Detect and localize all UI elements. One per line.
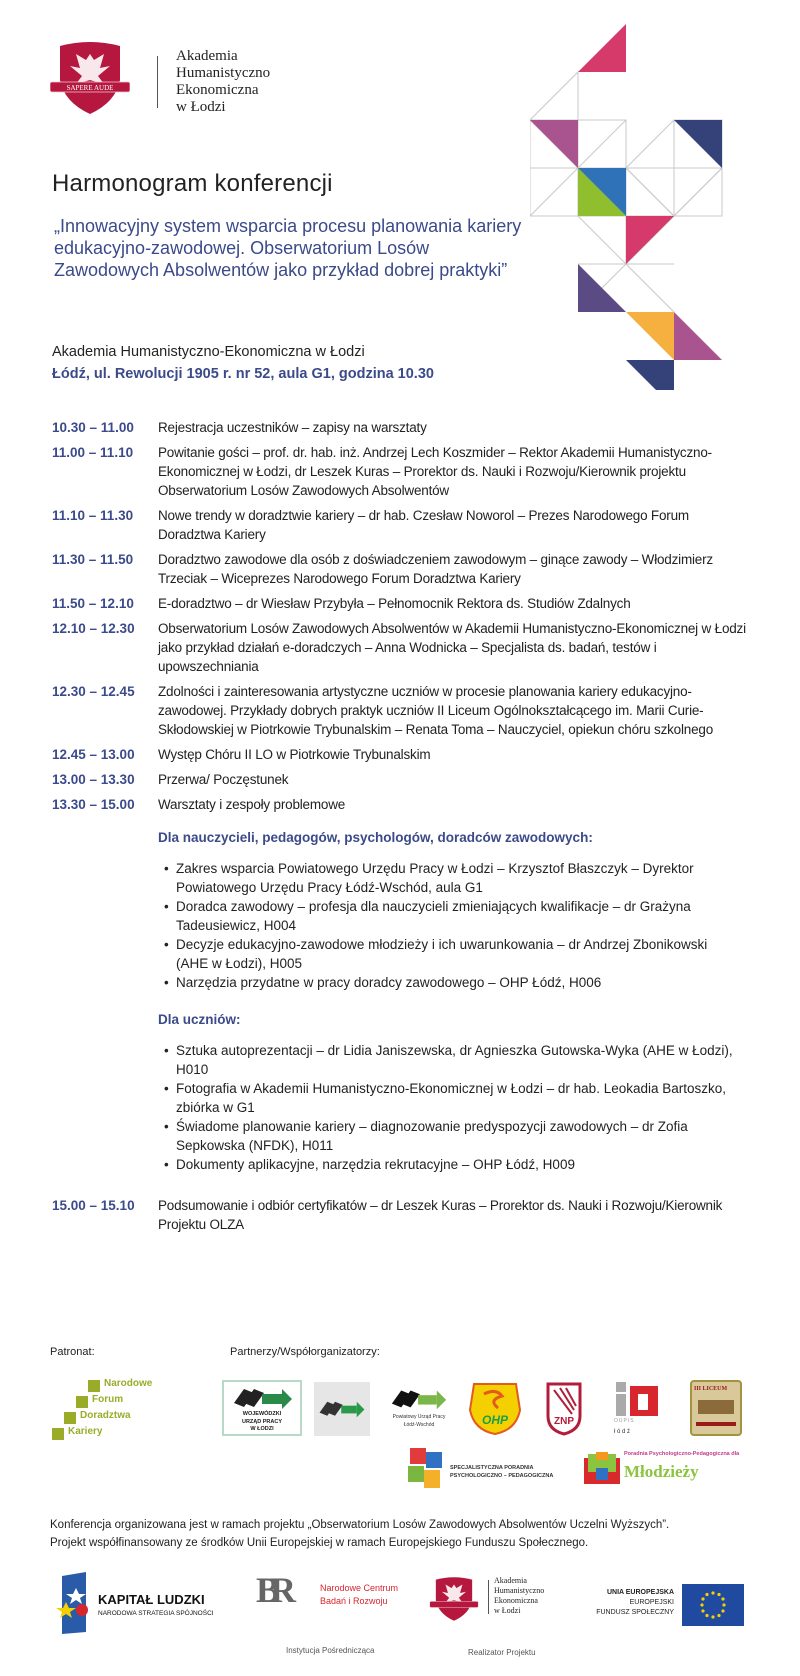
ahe-footer-logo xyxy=(428,1576,548,1666)
schedule-desc: Doradztwo zawodowe dla osób z doświadczeniem zawodowym – ginące zawody – Włodzimierz Trzeciak – Wiceprezes Narodowego Forum Doradztwa Kariery xyxy=(158,552,713,586)
schedule-time: 15.00 – 15.10 xyxy=(52,1198,135,1213)
workshop-heading: Dla uczniów: xyxy=(158,1012,241,1027)
schedule-desc: Powitanie gości – prof. dr. hab. inż. Andrzej Lech Koszmider – Rektor Akademii Humanistyczno-Ekonomicznej w Łodzi, dr Leszek Kuras – Prorektor ds. Nauki i Rozwoju/Kierownik projektu Obserwatorium Losów Zawodowych Absolwentów xyxy=(158,445,712,498)
ue-text: EUROPEJSKI xyxy=(629,1599,674,1606)
workshop-item: • Świadome planowanie kariery – diagnozowanie predyspozycji zawodowych – dr Zofia Sepkowska (NFDK), H011 xyxy=(164,1117,738,1155)
ue-logo xyxy=(590,1584,750,1628)
patronage-label: Patronat: xyxy=(50,1346,95,1358)
workshop-item: • Sztuka autoprezentacji – dr Lidia Janiszewska, dr Agnieszka Gutowska-Wyka (AHE w Łodzi), H010 xyxy=(164,1041,738,1079)
workshop-teachers xyxy=(158,828,738,992)
logo-line: w Łodzi xyxy=(494,1606,521,1615)
conference-subtitle: „Innowacyjny system wsparcia procesu planowania kariery edukacyjno-zawodowej. Obserwatorium Losów Zawodowych Absolwentów jako przykład dobrej praktyki” xyxy=(54,216,522,280)
project-note xyxy=(50,1516,669,1552)
ppp-logo xyxy=(584,1450,744,1494)
schedule-time: 13.30 – 15.00 xyxy=(52,797,135,812)
workshop-item: • Narzędzia przydatne w pracy doradcy zawodowego – OHP Łódź, H006 xyxy=(164,973,738,992)
nfdk-text: Kariery xyxy=(68,1426,103,1437)
ahe-crest-icon xyxy=(428,1576,480,1622)
schedule-time: 13.00 – 13.30 xyxy=(52,772,135,787)
ue-text: FUNDUSZ SPOŁECZNY xyxy=(596,1609,674,1616)
schedule-row xyxy=(52,795,752,814)
logo-line: Humanistyczno xyxy=(494,1586,545,1595)
schedule-time: 12.30 – 12.45 xyxy=(52,684,135,699)
pup-text: Powiatowy Urząd Pracy xyxy=(392,1414,446,1420)
geometric-decoration xyxy=(530,20,750,390)
ncbr-logo xyxy=(256,1570,399,1664)
ohp-shield-icon xyxy=(468,1380,522,1436)
wup-text: WOJEWÓDZKI xyxy=(242,1411,282,1417)
ppp-top-text: Poradnia Psychologiczno-Pedagogiczna dla xyxy=(624,1451,740,1457)
kl-subtitle: NARODOWA STRATEGIA SPÓJNOŚCI xyxy=(98,1610,214,1617)
workshop-item: • Decyzje edukacyjno-zawodowe młodzieży i ich uwarunkowania – dr Andrzej Zbonikowski (AHE w Łodzi), H005 xyxy=(164,935,738,973)
wup-logo xyxy=(222,1380,302,1436)
schedule-desc: Obserwatorium Losów Zawodowych Absolwentów w Akademii Humanistyczno-Ekonomicznej w Łodzi jako przykład działań e-doradczych – Anna Wodnicka – Specjalista ds. badań, testów i upowszechniania xyxy=(158,621,746,674)
logo-line: w Łodzi xyxy=(176,99,226,115)
workshop-list xyxy=(164,1041,738,1174)
kapital-ludzki-flag-icon xyxy=(56,1572,90,1634)
triangle-magenta-2 xyxy=(674,312,722,360)
ncbr-text: Narodowe Centrum xyxy=(320,1583,399,1593)
liceum-logo xyxy=(690,1380,742,1436)
logo-line: Akademia xyxy=(176,48,238,64)
kapital-ludzki-logo xyxy=(56,1572,236,1636)
ahe-crest-icon xyxy=(50,40,130,116)
eu-flag-icon xyxy=(682,1584,744,1626)
arrow-logo-icon xyxy=(232,1385,294,1409)
triangle-pink-2 xyxy=(626,216,674,264)
workshop-students xyxy=(158,1010,738,1174)
spp-text: SPECJALISTYCZNA PORADNIA xyxy=(450,1465,534,1471)
wup-text: W ŁODZI xyxy=(250,1426,274,1432)
schedule xyxy=(52,418,752,814)
program xyxy=(52,418,752,1240)
schedule-row xyxy=(52,619,752,676)
schedule-time: 11.30 – 11.50 xyxy=(52,552,134,567)
schedule-row xyxy=(52,506,752,544)
workshop-list xyxy=(164,859,738,992)
schedule-time: 11.10 – 11.30 xyxy=(52,508,134,523)
workshop-item: • Doradca zawodowy – profesja dla nauczycieli zmieniających kwalifikacje – dr Grażyna Tadeusiewicz, H004 xyxy=(164,897,738,935)
triangle-navy xyxy=(674,120,722,168)
ohp-logo xyxy=(468,1380,522,1436)
schedule-closing xyxy=(52,1196,752,1234)
note-line: Projekt współfinansowany ze środków Unii Europejskiej w ramach Europejskiego Funduszu Społecznego. xyxy=(50,1537,589,1549)
logo-divider xyxy=(157,56,158,108)
ohp-text: OHP xyxy=(481,1413,509,1427)
arrow-logo-icon xyxy=(318,1396,366,1420)
oupis-logo xyxy=(612,1378,668,1442)
schedule-time: 11.50 – 12.10 xyxy=(52,596,134,611)
schedule-time: 12.45 – 13.00 xyxy=(52,747,135,762)
schedule-time: 12.10 – 12.30 xyxy=(52,621,135,636)
schedule-desc: Warsztaty i zespoły problemowe xyxy=(158,797,346,812)
partners-label: Partnerzy/Współorganizatorzy: xyxy=(230,1346,380,1358)
oupis-city: ł ó d ź xyxy=(614,1429,631,1435)
kl-title: KAPITAŁ LUDZKI xyxy=(98,1592,205,1607)
schedule-row xyxy=(52,770,752,789)
schedule-desc: E-doradztwo – dr Wiesław Przybyła – Pełnomocnik Rektora ds. Studiów Zdalnych xyxy=(158,596,631,611)
ncbr-mark-icon: BR xyxy=(256,1570,287,1610)
schedule-time: 11.00 – 11.10 xyxy=(52,445,134,460)
spp-logo xyxy=(404,1446,574,1496)
logo-motto: SAPERE AUDE xyxy=(66,84,114,92)
workshop-item: • Fotografia w Akademii Humanistyczno-Ekonomicznej w Łodzi – dr hab. Leokadia Bartoszko, zbiórka w G1 xyxy=(164,1079,738,1117)
schedule-desc: Zdolności i zainteresowania artystyczne uczniów w procesie planowania kariery edukacyjno-zawodowej. Przykłady dobrych praktyk uczniów II Liceum Ogólnokształcącego im. Marii Curie-Skłodowskiej w Piotrkowie Trybunalskim – Renata Toma – Nauczyciel, opiekun chóru szkolnego xyxy=(158,684,714,737)
ncbr-text: Badań i Rozwoju xyxy=(320,1596,388,1606)
workshop-item: • Dokumenty aplikacyjne, narzędzia rekrutacyjne – OHP Łódź, H009 xyxy=(164,1155,738,1174)
schedule-desc: Podsumowanie i odbiór certyfikatów – dr Leszek Kuras – Prorektor ds. Nauki i Rozwoju/Kierownik Projektu OLZA xyxy=(158,1198,723,1232)
nfdk-text: Narodowe xyxy=(104,1378,153,1389)
oupis-text: OUPIS xyxy=(614,1418,635,1424)
logo-line: Humanistyczno xyxy=(176,65,271,81)
arrow-logo-icon xyxy=(390,1386,448,1410)
liceum-text: III LICEUM xyxy=(694,1386,728,1392)
ue-title: UNIA EUROPEJSKA xyxy=(606,1589,674,1596)
schedule-desc: Rejestracja uczestników – zapisy na warsztaty xyxy=(158,420,427,435)
znp-shield-icon xyxy=(544,1380,584,1436)
schedule-desc: Nowe trendy w doradztwie kariery – dr hab. Czesław Noworol – Prezes Narodowego Forum Doradztwa Kariery xyxy=(158,508,689,542)
logo-line: Akademia xyxy=(494,1576,527,1585)
schedule-row xyxy=(52,418,752,437)
partner-arrow-logo xyxy=(314,1382,370,1436)
triangle-orange xyxy=(626,312,674,360)
venue-address: Łódź, ul. Rewolucji 1905 r. nr 52, aula G1, godzina 10.30 xyxy=(52,366,434,382)
schedule-time: 10.30 – 11.00 xyxy=(52,420,134,435)
wup-text: URZĄD PRACY xyxy=(241,1418,283,1425)
pup-text: Łódź-Wschód xyxy=(403,1421,435,1428)
nfdk-text: Forum xyxy=(92,1394,124,1405)
puzzle-icon xyxy=(404,1446,448,1494)
schedule-desc: Występ Chóru II LO w Piotrkowie Trybunalskim xyxy=(158,747,431,762)
schedule-desc: Przerwa/ Poczęstunek xyxy=(158,772,289,787)
page-title: Harmonogram konferencji xyxy=(52,170,333,197)
nfdk-text: Doradztwa xyxy=(80,1410,131,1421)
schedule-row xyxy=(52,745,752,764)
note-line: Konferencja organizowana jest w ramach projektu „Obserwatorium Losów Zawodowych Absolwentów Uczelni Wyższych”. xyxy=(50,1519,670,1531)
nfdk-logo xyxy=(52,1374,162,1446)
venue-name: Akademia Humanistyczno-Ekonomiczna w Łodzi xyxy=(52,344,365,360)
triangle-pink xyxy=(578,24,626,72)
pup-logo xyxy=(384,1384,454,1434)
logo-line: Ekonomiczna xyxy=(176,82,259,98)
znp-logo xyxy=(544,1380,584,1436)
ncbr-caption: Instytucja Pośrednicząca xyxy=(286,1646,375,1655)
schedule-row xyxy=(52,550,752,588)
ahe-caption: Realizator Projektu xyxy=(468,1648,536,1657)
ppp-main-text: Młodzieży xyxy=(624,1462,699,1481)
schedule-row xyxy=(52,682,752,739)
workshop-item: • Zakres wsparcia Powiatowego Urzędu Pracy w Łodzi – Krzysztof Błaszczyk – Dyrektor Powiatowego Urzędu Pracy Łódź-Wschód, aula G1 xyxy=(164,859,738,897)
schedule-row xyxy=(52,443,752,500)
ahe-logo-text xyxy=(176,48,270,116)
schedule-row xyxy=(52,594,752,613)
workshop-heading: Dla nauczycieli, pedagogów, psychologów, doradców zawodowych: xyxy=(158,830,593,845)
znp-text: ZNP xyxy=(554,1416,574,1427)
triangle-navy-2 xyxy=(626,360,674,390)
ahe-logo xyxy=(50,40,130,116)
logo-line: Ekonomiczna xyxy=(494,1596,538,1605)
spp-text: PSYCHOLOGICZNO – PEDAGOGICZNA xyxy=(450,1473,554,1479)
